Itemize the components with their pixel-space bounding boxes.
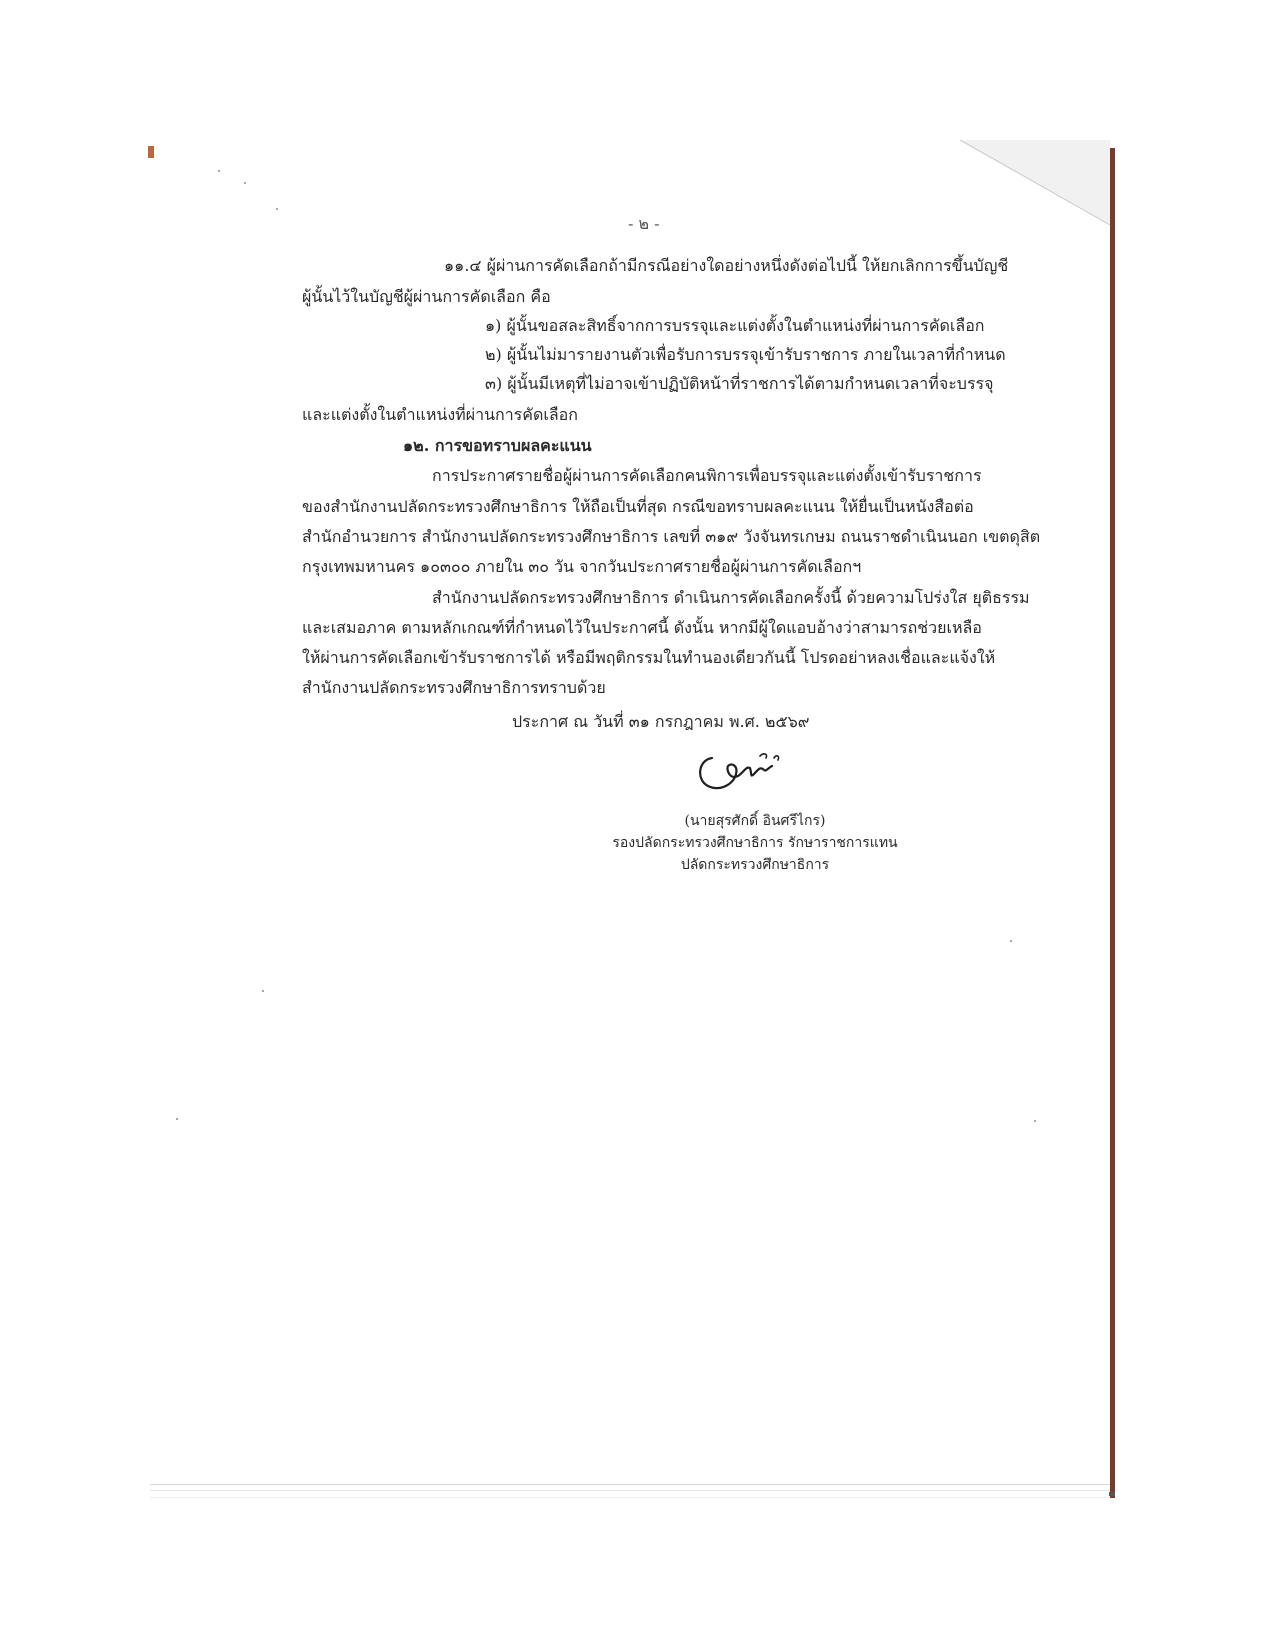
section-12-paragraph-2-line-3: ให้ผ่านการคัดเลือกเข้ารับราชการได้ หรือมีพฤติกรรมในทำนองเดียวกันนี้ โปรดอย่าหลงเชื่อและแจ้งให้ bbox=[302, 648, 996, 667]
scan-speck bbox=[262, 990, 264, 992]
scan-speck bbox=[176, 1118, 178, 1120]
clause-11-4-item-3: ๓) ผู้นั้นมีเหตุที่ไม่อาจเข้าปฏิบัติหน้าที่ราชการได้ตามกำหนดเวลาที่จะบรรจุ bbox=[485, 374, 994, 393]
scan-bottom-edge bbox=[150, 1497, 1110, 1498]
section-12-heading: ๑๒. การขอทราบผลคะแนน bbox=[403, 436, 592, 455]
scan-edge-mark-left bbox=[148, 146, 154, 158]
section-12-paragraph-1-line-3: สำนักอำนวยการ สำนักงานปลัดกระทรวงศึกษาธิการ เลขที่ ๓๑๙ วังจันทรเกษม ถนนราชดำเนินนอก เขตดุสิต bbox=[302, 527, 1041, 546]
signature-block bbox=[605, 810, 905, 876]
scan-speck bbox=[1010, 940, 1012, 942]
section-12-paragraph-2-line-2: และเสมอภาค ตามหลักเกณฑ์ที่กำหนดไว้ในประกาศนี้ ดังนั้น หากมีผู้ใดแอบอ้างว่าสามารถช่วยเหลือ bbox=[302, 618, 982, 637]
section-12-paragraph-1-line-4: กรุงเทพมหานคร ๑๐๓๐๐ ภายใน ๓๐ วัน จากวันประกาศรายชื่อผู้ผ่านการคัดเลือกฯ bbox=[302, 557, 862, 576]
section-12-paragraph-2-line-1: สำนักงานปลัดกระทรวงศึกษาธิการ ดำเนินการคัดเลือกครั้งนี้ ด้วยความโปร่งใส ยุติธรรม bbox=[432, 588, 1030, 607]
scan-speck bbox=[244, 182, 246, 184]
scan-speck bbox=[1034, 1120, 1036, 1122]
clause-11-4-line-1: ๑๑.๔ ผู้ผ่านการคัดเลือกถ้ามีกรณีอย่างใดอย่างหนึ่งดังต่อไปนี้ ให้ยกเลิกการขึ้นบัญชี bbox=[444, 256, 1009, 275]
handwritten-signature bbox=[690, 740, 790, 800]
scan-bottom-mark bbox=[1109, 1492, 1115, 1496]
page-number: - ๒ - bbox=[628, 214, 660, 233]
scan-bottom-edge bbox=[150, 1490, 1110, 1491]
section-12-paragraph-1-line-2: ของสำนักงานปลัดกระทรวงศึกษาธิการ ให้ถือเป็นที่สุด กรณีขอทราบผลคะแนน ให้ยื่นเป็นหนังสือต่อ bbox=[302, 497, 974, 516]
section-12-paragraph-2-line-4: สำนักงานปลัดกระทรวงศึกษาธิการทราบด้วย bbox=[302, 678, 606, 697]
clause-11-4-item-2: ๒) ผู้นั้นไม่มารายงานตัวเพื่อรับการบรรจุเข้ารับราชการ ภายในเวลาที่กำหนด bbox=[485, 345, 1006, 364]
announcement-date: ประกาศ ณ วันที่ ๓๑ กรกฎาคม พ.ศ. ๒๕๖๙ bbox=[512, 712, 810, 731]
scan-bottom-edge bbox=[150, 1484, 1110, 1485]
clause-11-4-item-3-continued: และแต่งตั้งในตำแหน่งที่ผ่านการคัดเลือก bbox=[302, 405, 578, 424]
scan-edge-right bbox=[1110, 148, 1115, 1498]
signatory-title-1: รองปลัดกระทรวงศึกษาธิการ รักษาราชการแทน bbox=[612, 835, 898, 851]
scan-speck bbox=[276, 208, 278, 210]
signatory-name: (นายสุรศักดิ์ อินศรีไกร) bbox=[684, 813, 826, 829]
scan-speck bbox=[218, 170, 220, 172]
signatory-title-2: ปลัดกระทรวงศึกษาธิการ bbox=[680, 857, 830, 873]
clause-11-4-item-1: ๑) ผู้นั้นขอสละสิทธิ์จากการบรรจุและแต่งตั้งในตำแหน่งที่ผ่านการคัดเลือก bbox=[485, 316, 985, 335]
section-12-paragraph-1-line-1: การประกาศรายชื่อผู้ผ่านการคัดเลือกคนพิการเพื่อบรรจุและแต่งตั้งเข้ารับราชการ bbox=[432, 466, 982, 485]
clause-11-4-line-2: ผู้นั้นไว้ในบัญชีผู้ผ่านการคัดเลือก คือ bbox=[302, 287, 551, 306]
paper-fold-corner bbox=[960, 140, 1120, 240]
